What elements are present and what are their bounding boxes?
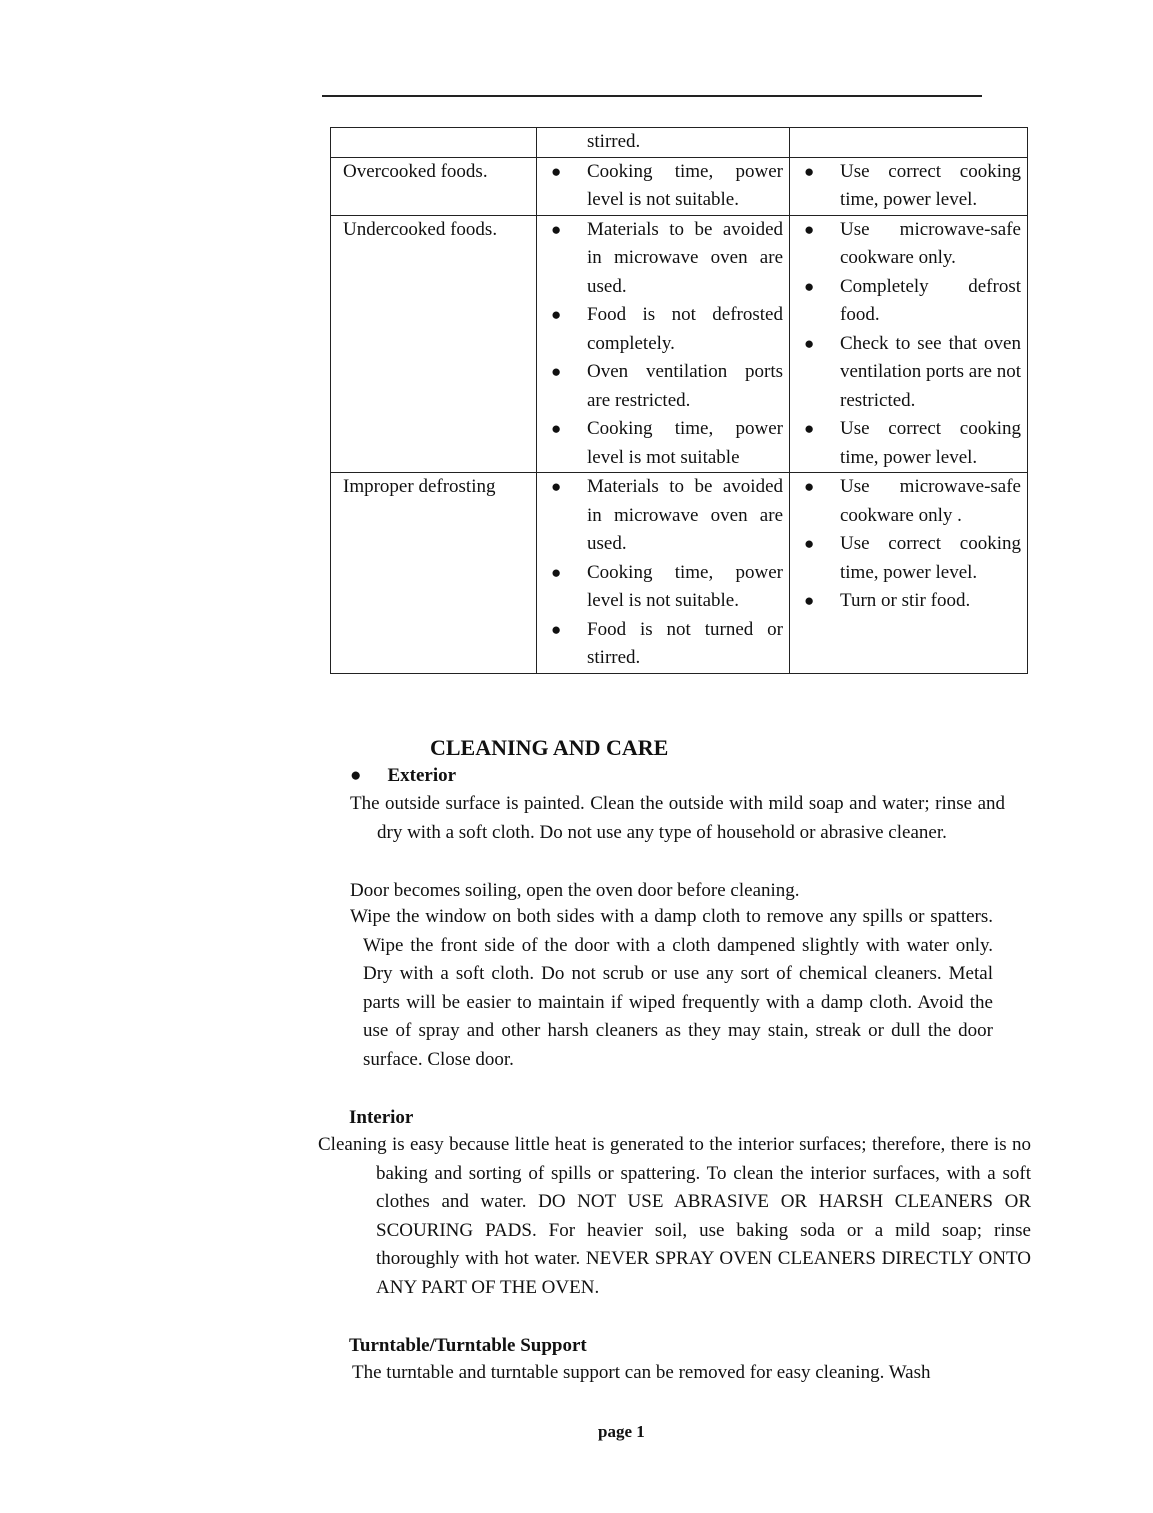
solution-item: ● Use microwave-safe cookware only.: [790, 216, 1027, 273]
bullet-icon: ●: [350, 765, 362, 786]
cause-cell: [537, 128, 790, 158]
solution-cell: [790, 215, 1028, 473]
solution-item: ● Use correct cooking time, power level.: [790, 158, 1027, 215]
solution-item: ● Turn or stir food.: [790, 587, 1027, 616]
troubleshooting-table: [330, 127, 1028, 674]
interior-heading: Interior: [349, 1107, 414, 1128]
problem-cell: Improper defrosting: [331, 473, 537, 674]
solution-cell: [790, 473, 1028, 674]
cause-item: ● Cooking time, power level is not suitable.: [537, 158, 789, 215]
problem-cell: [331, 128, 537, 158]
turntable-paragraph: The turntable and turntable support can be removed for easy cleaning. Wash: [352, 1362, 931, 1383]
solution-item: ● Use correct cooking time, power level.: [790, 530, 1027, 587]
interior-paragraph: Cleaning is easy because little heat is generated to the interior surfaces; therefore, there is no baking and sorting of spills or spattering. To clean the interior surfaces, with a soft clothes and water. DO NOT USE ABRASIVE OR HARSH CLEANERS OR SCOURING PADS. For heavier soil, use baking soda or a mild soap; rinse thoroughly with hot water. NEVER SPRAY OVEN CLEANERS DIRECTLY ONTO ANY PART OF THE OVEN.: [318, 1134, 1031, 1298]
cause-cell: [537, 473, 790, 674]
cause-item: ● Food is not turned or stirred.: [537, 616, 789, 673]
turntable-heading: Turntable/Turntable Support: [349, 1335, 587, 1356]
page-number: page 1: [598, 1422, 645, 1441]
exterior-heading-label: Exterior: [387, 765, 457, 786]
table-row: [331, 157, 1028, 215]
table-row: [331, 128, 1028, 158]
cause-item: ● Cooking time, power level is mot suitable: [537, 415, 789, 472]
cause-item: stirred.: [587, 131, 641, 152]
cause-item: ● Oven ventilation ports are restricted.: [537, 358, 789, 415]
exterior-paragraph-2: Door becomes soiling, open the oven door before cleaning.: [350, 880, 800, 901]
cause-item: ● Food is not defrosted completely.: [537, 301, 789, 358]
exterior-paragraph-1: The outside surface is painted. Clean the outside with mild soap and water; rinse and dry with a soft cloth. Do not use any type of household or abrasive cleaner.: [350, 793, 1005, 843]
solution-item: ● Completely defrost food.: [790, 273, 1027, 330]
exterior-heading: [350, 762, 456, 791]
cause-item: ● Materials to be avoided in microwave oven are used.: [537, 216, 789, 302]
table-row: [331, 473, 1028, 674]
top-rule: [322, 95, 982, 97]
problem-cell: Overcooked foods.: [331, 157, 537, 215]
cause-item: ● Cooking time, power level is not suitable.: [537, 559, 789, 616]
solution-cell: [790, 128, 1028, 158]
exterior-paragraph-3: Wipe the window on both sides with a damp cloth to remove any spills or spatters. Wipe the front side of the door with a cloth dampened slightly with water only. Dry with a soft cloth. Do not scrub or use any sort of chemical cleaners. Metal parts will be easier to maintain if wiped frequently with a damp cloth. Avoid the use of spray and other harsh cleaners as they may stain, streak or dull the door surface. Close door.: [350, 906, 993, 1070]
table-row: [331, 215, 1028, 473]
cause-cell: [537, 157, 790, 215]
solution-cell: [790, 157, 1028, 215]
section-title: CLEANING AND CARE: [430, 735, 669, 760]
solution-item: ● Use microwave-safe cookware only .: [790, 473, 1027, 530]
solution-item: ● Check to see that oven ventilation ports are not restricted.: [790, 330, 1027, 416]
cause-item: ● Materials to be avoided in microwave oven are used.: [537, 473, 789, 559]
solution-item: ● Use correct cooking time, power level.: [790, 415, 1027, 472]
cause-cell: [537, 215, 790, 473]
problem-cell: Undercooked foods.: [331, 215, 537, 473]
